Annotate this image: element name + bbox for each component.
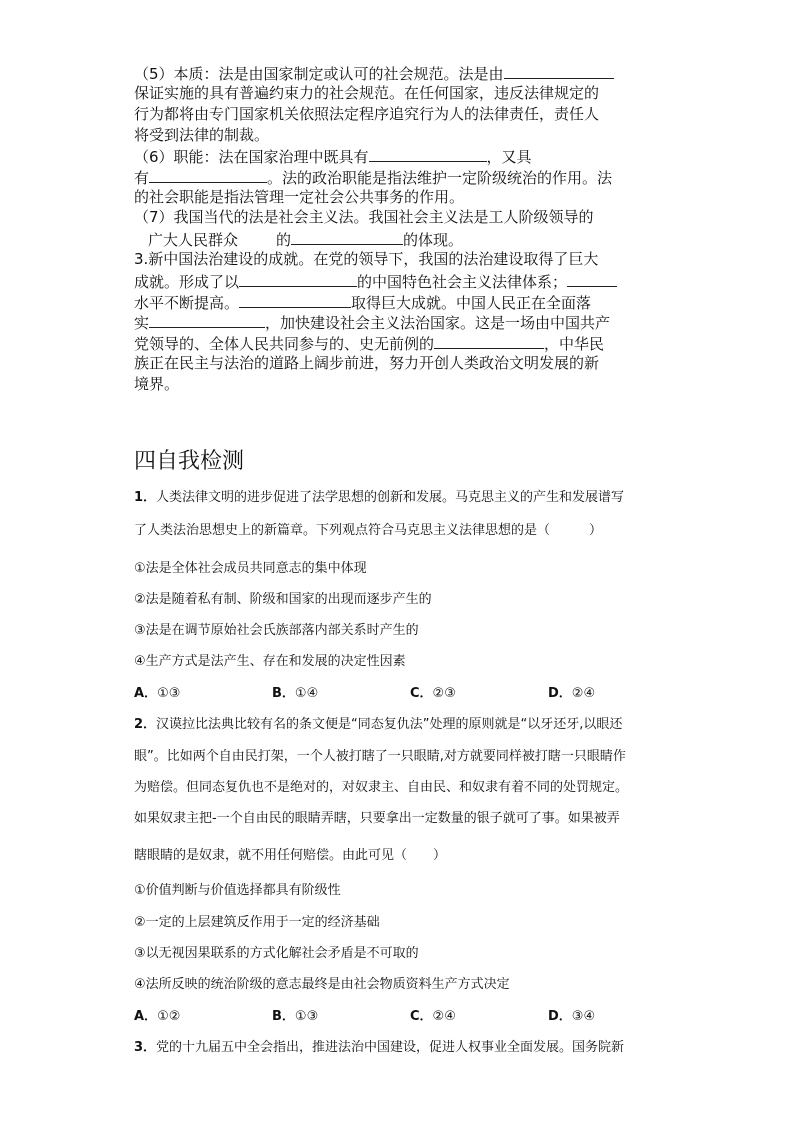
option-text: ②③ bbox=[432, 686, 456, 701]
text-span: 的 bbox=[276, 231, 292, 249]
question-text: 为赔偿。但同态复仇也不是绝对的，对奴隶主、自由民、和奴隶有着不同的处罚规定。 bbox=[134, 780, 629, 795]
text-line: 族正在民主与法治的道路上阔步前进，努力开创人类政治文明发展的新 bbox=[134, 354, 600, 372]
statement-item: ③以无视因果联系的方式化解社会矛盾是不可取的 bbox=[134, 946, 419, 961]
answer-blank[interactable] bbox=[239, 291, 351, 308]
text-line: 境界。 bbox=[134, 375, 180, 393]
answer-blank[interactable] bbox=[291, 228, 403, 245]
section-title: 四自我检测 bbox=[134, 449, 245, 474]
text-line bbox=[134, 270, 617, 292]
question-text: 汉谟拉比法典比较有名的条文便是“同态复仇法”处理的原则就是“以牙还牙,以眼还 bbox=[156, 717, 623, 732]
text-span: 有 bbox=[134, 169, 150, 187]
text-span: 。法的政治职能是指法维护一定阶级统治的作用。法 bbox=[267, 169, 613, 187]
text-span: （6）职能：法在国家治理中既具有 bbox=[134, 148, 369, 166]
option-letter: B． bbox=[272, 686, 295, 701]
text-line bbox=[134, 311, 610, 333]
answer-option-a[interactable] bbox=[134, 685, 180, 703]
statement-item: ④法所反映的统治阶级的意志最终是由社会物质资料生产方式决定 bbox=[134, 977, 510, 992]
question-1-stem bbox=[134, 489, 624, 507]
question-text: 了人类法治思想史上的新篇章。下列观点符合马克思主义法律思想的是（ ） bbox=[134, 523, 603, 538]
answer-blank[interactable] bbox=[369, 145, 487, 162]
text-span: ，加快建设社会主义法治国家。这是一场由中国共产 bbox=[265, 314, 611, 332]
answer-option-c[interactable] bbox=[410, 1008, 456, 1026]
text-line: （7）我国当代的法是社会主义法。我国社会主义法是工人阶级领导的 bbox=[134, 208, 594, 226]
statement-item: ①价值判断与价值选择都具有阶级性 bbox=[134, 883, 341, 898]
option-text: ①② bbox=[157, 1009, 181, 1024]
question-text: 党的十九届五中全会指出，推进法治中国建设，促进人权事业全面发展。国务院新 bbox=[156, 1040, 625, 1055]
question-number: 2． bbox=[134, 717, 157, 732]
answer-blank[interactable] bbox=[504, 62, 614, 79]
text-line: 保证实施的具有普遍约束力的社会规范。在任何国家，违反法律规定的 bbox=[134, 84, 600, 102]
statement-item: ①法是全体社会成员共同意志的集中体现 bbox=[134, 561, 367, 576]
text-line bbox=[134, 166, 612, 188]
option-letter: C． bbox=[410, 1009, 433, 1024]
question-number: 1． bbox=[134, 490, 157, 505]
answer-option-b[interactable] bbox=[272, 685, 318, 703]
statement-item: ②法是随着私有制、阶级和国家的出现而逐步产生的 bbox=[134, 592, 432, 607]
text-span: 取得巨大成就。中国人民正在全面落 bbox=[351, 294, 592, 312]
option-text: ①③ bbox=[157, 686, 181, 701]
answer-option-d[interactable] bbox=[548, 1008, 595, 1026]
option-letter: A． bbox=[134, 1009, 158, 1024]
option-text: ①③ bbox=[294, 1009, 319, 1024]
text-line: 将受到法律的制裁。 bbox=[134, 126, 270, 144]
answer-blank[interactable] bbox=[567, 270, 617, 287]
text-span: 党领导的、全体人民共同参与的、史无前例的 bbox=[134, 335, 435, 353]
text-span: 的体现。 bbox=[403, 231, 464, 249]
statement-item: ④生产方式是法产生、存在和发展的决定性因素 bbox=[134, 654, 406, 669]
option-text: ②④ bbox=[432, 1009, 456, 1024]
question-text: 人类法律文明的进步促进了法学思想的创新和发展。马克思主义的产生和发展谱写 bbox=[156, 490, 625, 505]
option-text: ②④ bbox=[571, 686, 596, 701]
option-letter: C． bbox=[410, 686, 433, 701]
question-2-stem bbox=[134, 716, 622, 734]
text-span: ，又具 bbox=[486, 148, 532, 166]
question-text: 瞎眼睛的是奴隶，就不用任何赔偿。由此可见（ ） bbox=[134, 848, 447, 863]
option-letter: B． bbox=[272, 1009, 295, 1024]
text-line: 的社会职能是指法管理一定社会公共事务的作用。 bbox=[134, 188, 465, 206]
text-line: 行为都将由专门国家机关依照法定程序追究行为人的法律责任，责任人 bbox=[134, 105, 600, 123]
answer-blank[interactable] bbox=[239, 270, 357, 287]
question-3-stem bbox=[134, 1039, 624, 1057]
text-line bbox=[148, 228, 463, 250]
answer-blank[interactable] bbox=[149, 311, 265, 328]
text-line: 3.新中国法治建设的成就。在党的领导下，我国的法治建设取得了巨大 bbox=[134, 250, 599, 268]
answer-option-c[interactable] bbox=[410, 685, 456, 703]
answer-blank[interactable] bbox=[434, 332, 544, 349]
option-letter: A． bbox=[134, 686, 158, 701]
text-line bbox=[134, 145, 532, 167]
text-line bbox=[134, 291, 591, 313]
option-text: ①④ bbox=[294, 686, 319, 701]
text-span: 广大人民群众 bbox=[148, 231, 239, 249]
question-text: 如果奴隶主把-一个自由民的眼睛弄瞎，只要拿出一定数量的银子就可了事。如果被弄 bbox=[134, 811, 620, 826]
text-span: ，中华民 bbox=[544, 335, 605, 353]
answer-blank[interactable] bbox=[149, 166, 267, 183]
statement-item: ③法是在调节原始社会氏族部落内部关系时产生的 bbox=[134, 623, 419, 638]
question-number: 3． bbox=[134, 1040, 157, 1055]
answer-option-b[interactable] bbox=[272, 1008, 318, 1026]
answer-option-d[interactable] bbox=[548, 685, 595, 703]
text-line bbox=[134, 332, 604, 354]
option-letter: D． bbox=[548, 1009, 572, 1024]
option-letter: D． bbox=[548, 686, 572, 701]
text-span: 水平不断提高。 bbox=[134, 294, 240, 312]
text-span: 成就。形成了以 bbox=[134, 273, 240, 291]
option-text: ③④ bbox=[571, 1009, 596, 1024]
question-text: 眼”。比如两个自由民打架，一个人被打瞎了一只眼睛,对方就要同样被打瞎一只眼睛作 bbox=[134, 749, 626, 764]
text-line bbox=[134, 62, 614, 84]
statement-item: ②一定的上层建筑反作用于一定的经济基础 bbox=[134, 915, 380, 930]
text-span: （5）本质：法是由国家制定或认可的社会规范。法是由 bbox=[134, 65, 504, 83]
text-span: 的中国特色社会主义法律体系； bbox=[357, 273, 568, 291]
answer-option-a[interactable] bbox=[134, 1008, 180, 1026]
text-span: 实 bbox=[134, 314, 150, 332]
